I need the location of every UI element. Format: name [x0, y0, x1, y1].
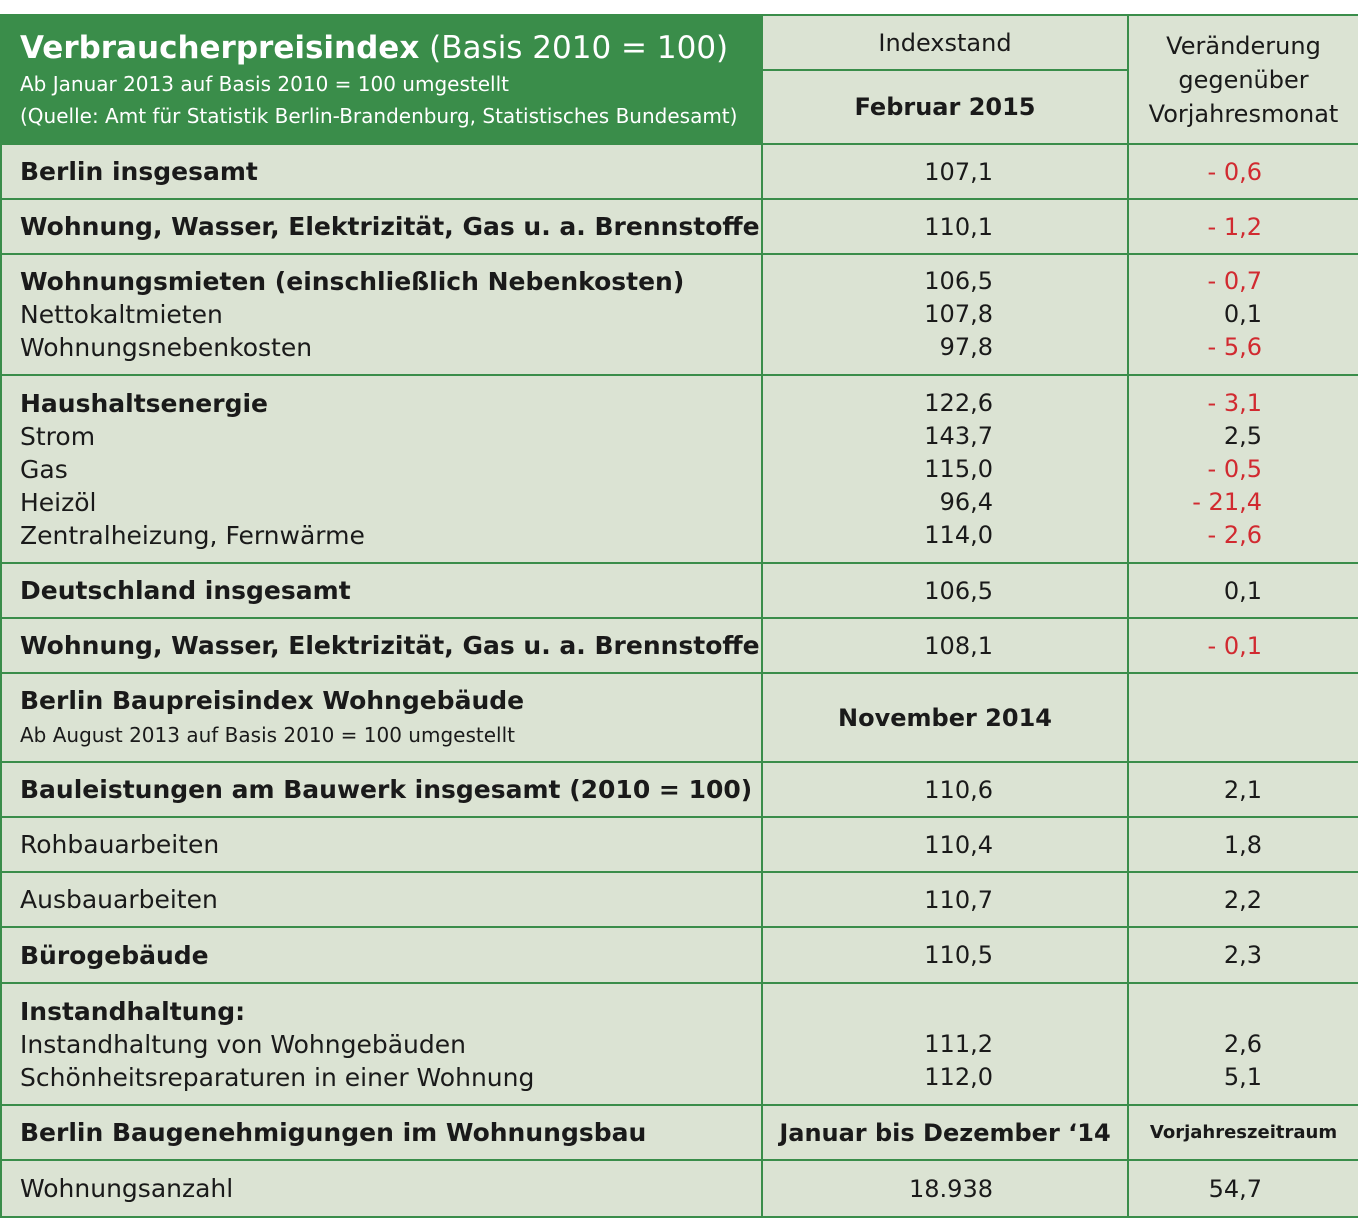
row-label: Heizöl	[20, 487, 97, 517]
row-label: Instandhaltung:	[20, 996, 246, 1026]
group-values	[762, 375, 1128, 563]
price-index-table	[0, 14, 1358, 1218]
table-row	[1, 927, 1358, 983]
col-header-period: Februar 2015	[762, 70, 1128, 144]
group-changes	[1128, 983, 1358, 1105]
row-label: Rohbauarbeiten	[1, 817, 762, 872]
row-value: 110,7	[762, 872, 1128, 927]
row-label: Instandhaltung von Wohngebäuden	[20, 1029, 466, 1059]
table-row	[1, 872, 1358, 927]
empty-cell	[1128, 673, 1358, 762]
row-value: 18.938	[762, 1160, 1128, 1217]
table-row-group	[1, 375, 1358, 563]
row-label: Wohnung, Wasser, Elektrizität, Gas u. a. Brennstoffe	[1, 618, 762, 673]
group-changes	[1128, 375, 1358, 563]
row-label: Berlin insgesamt	[1, 144, 762, 199]
row-change: - 1,2	[1128, 199, 1358, 254]
row-value: 111,2	[924, 1029, 993, 1058]
table-row	[1, 144, 1358, 199]
row-change: - 0,6	[1128, 144, 1358, 199]
section-change-header: Vorjahreszeitraum	[1128, 1105, 1358, 1160]
group-changes	[1128, 254, 1358, 375]
col-header-change-line3: Vorjahresmonat	[1148, 99, 1339, 128]
row-label: Bürogebäude	[1, 927, 762, 983]
table-row-group	[1, 983, 1358, 1105]
row-change: 5,1	[1223, 1062, 1262, 1091]
row-value: 115,0	[924, 454, 993, 483]
col-header-change-line1: Veränderung	[1166, 31, 1321, 60]
table-row	[1, 563, 1358, 618]
row-label: Nettokaltmieten	[20, 300, 223, 329]
row-label: Haushaltsenergie	[20, 388, 268, 418]
table-row	[1, 199, 1358, 254]
table-row	[1, 817, 1358, 872]
row-change: 2,2	[1128, 872, 1358, 927]
row-value: 108,1	[762, 618, 1128, 673]
row-label: Wohnungsanzahl	[1, 1160, 762, 1217]
row-change: - 21,4	[1192, 487, 1262, 516]
row-label: Zentralheizung, Fernwärme	[20, 520, 365, 550]
row-value: 110,5	[762, 927, 1128, 983]
header-row	[1, 15, 1358, 70]
row-label: Schönheitsreparaturen in einer Wohnung	[20, 1062, 535, 1092]
row-change: - 0,1	[1128, 618, 1358, 673]
table-row	[1, 1160, 1358, 1217]
table-title-cell	[1, 15, 762, 144]
row-change: 54,7	[1128, 1160, 1358, 1217]
col-header-change	[1128, 15, 1358, 144]
group-labels	[1, 983, 762, 1105]
row-change: 2,1	[1128, 762, 1358, 817]
row-label: Bauleistungen am Bauwerk insgesamt (2010 = 100)	[1, 762, 762, 817]
row-change: 0,1	[1223, 300, 1262, 328]
section-title: Berlin Baugenehmigungen im Wohnungsbau	[1, 1105, 762, 1160]
row-value: 110,1	[762, 199, 1128, 254]
section-period: November 2014	[762, 673, 1128, 762]
row-change: 2,6	[1223, 1029, 1262, 1058]
section-title-cell	[1, 673, 762, 762]
row-change: 1,8	[1128, 817, 1358, 872]
group-labels	[1, 375, 762, 563]
section-title: Berlin Baupreisindex Wohngebäude	[20, 685, 525, 715]
table-row	[1, 762, 1358, 817]
row-value: 122,6	[924, 388, 993, 417]
row-change: - 2,6	[1207, 520, 1262, 549]
row-label: Wohnung, Wasser, Elektrizität, Gas u. a. Brennstoffe	[1, 199, 762, 254]
title-rest: (Basis 2010 = 100)	[419, 30, 729, 66]
title-source: (Quelle: Amt für Statistik Berlin-Brandenburg, Statistisches Bundesamt)	[20, 104, 738, 128]
row-value	[763, 995, 993, 1028]
row-value: 107,8	[924, 300, 993, 328]
row-change: 0,1	[1128, 563, 1358, 618]
group-values	[762, 254, 1128, 375]
row-change: - 0,5	[1207, 454, 1262, 483]
row-label: Wohnungsnebenkosten	[20, 333, 313, 362]
row-value: 110,4	[762, 817, 1128, 872]
row-value: 106,5	[924, 267, 993, 295]
row-value: 107,1	[762, 144, 1128, 199]
row-change: 2,5	[1223, 421, 1262, 450]
section-period: Januar bis Dezember ‘14	[762, 1105, 1128, 1160]
row-change	[1129, 995, 1262, 1028]
row-change: 2,3	[1128, 927, 1358, 983]
section-header-row	[1, 673, 1358, 762]
table-title	[20, 28, 761, 68]
title-bold: Verbraucherpreisindex	[20, 30, 420, 66]
row-label: Gas	[20, 454, 68, 484]
section-header-row	[1, 1105, 1358, 1160]
row-label: Ausbauarbeiten	[1, 872, 762, 927]
row-change: - 5,6	[1207, 333, 1262, 361]
row-value: 106,5	[762, 563, 1128, 618]
row-value: 114,0	[924, 520, 993, 549]
table-row	[1, 618, 1358, 673]
table-row-group	[1, 254, 1358, 375]
row-value: 143,7	[924, 421, 993, 450]
col-header-index: Indexstand	[762, 15, 1128, 70]
row-label: Deutschland insgesamt	[1, 563, 762, 618]
row-value: 110,6	[762, 762, 1128, 817]
title-note: Ab Januar 2013 auf Basis 2010 = 100 umgestellt	[20, 72, 509, 96]
row-label: Strom	[20, 421, 96, 451]
row-label: Wohnungsmieten (einschließlich Nebenkosten)	[20, 267, 685, 296]
row-change: - 0,7	[1207, 267, 1262, 295]
row-change: - 3,1	[1207, 388, 1262, 417]
group-labels	[1, 254, 762, 375]
row-value: 97,8	[939, 333, 993, 361]
col-header-change-line2: gegenüber	[1178, 65, 1309, 94]
group-values	[762, 983, 1128, 1105]
row-value: 96,4	[939, 487, 993, 516]
row-value: 112,0	[924, 1062, 993, 1091]
section-note: Ab August 2013 auf Basis 2010 = 100 umgestellt	[20, 722, 515, 747]
